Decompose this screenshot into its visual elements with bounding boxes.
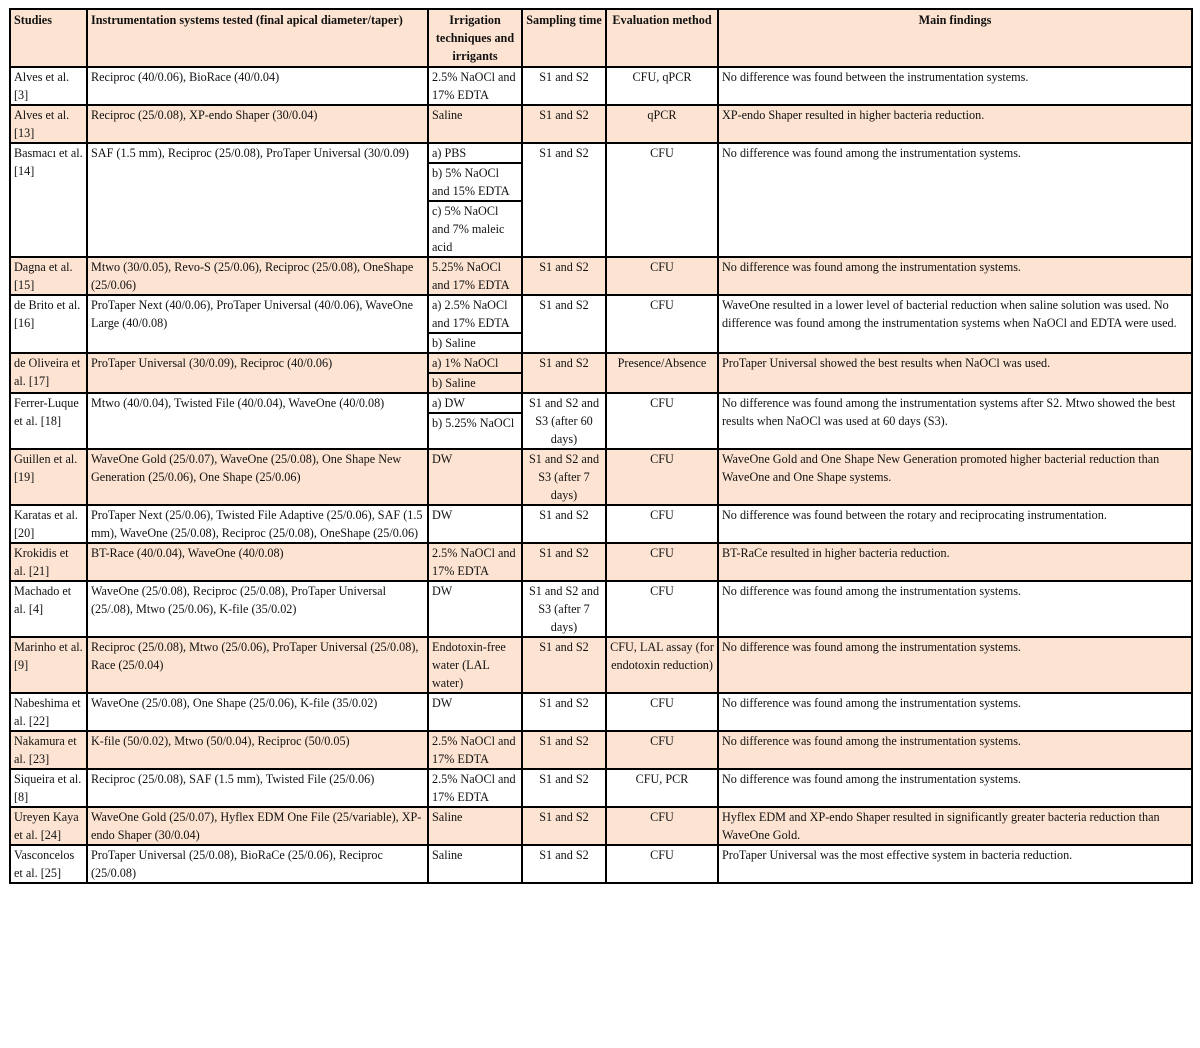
findings-cell: No difference was found among the instrumentation systems. <box>718 693 1192 731</box>
sampling-cell: S1 and S2 and S3 (after 7 days) <box>522 581 606 637</box>
systems-cell: Reciproc (25/0.08), Mtwo (25/0.06), ProTaper Universal (25/0.08), Race (25/0.04) <box>87 637 428 693</box>
systems-cell: BT-Race (40/0.04), WaveOne (40/0.08) <box>87 543 428 581</box>
table-row <box>10 295 1192 353</box>
findings-cell: No difference was found between the rotary and reciprocating instrumentation. <box>718 505 1192 543</box>
header-studies: Studies <box>10 9 87 67</box>
study-cell: Alves et al. [13] <box>10 105 87 143</box>
table-row <box>10 581 1192 637</box>
study-cell: Karatas et al. [20] <box>10 505 87 543</box>
table-row <box>10 731 1192 769</box>
irrigants-cell <box>428 693 522 731</box>
systems-cell: ProTaper Universal (25/0.08), BioRaCe (25/0.06), Reciproc (25/0.08) <box>87 845 428 883</box>
irrigant-item: DW <box>432 452 453 466</box>
findings-cell: XP-endo Shaper resulted in higher bacteria reduction. <box>718 105 1192 143</box>
irrigant-item: 2.5% NaOCl and 17% EDTA <box>432 772 516 804</box>
header-evaluation: Evaluation method <box>606 9 718 67</box>
irrigant-item: b) 5% NaOCl and 15% EDTA <box>429 162 521 200</box>
findings-cell: No difference was found between the instrumentation systems. <box>718 67 1192 105</box>
findings-cell: No difference was found among the instrumentation systems. <box>718 637 1192 693</box>
systems-cell: WaveOne Gold (25/0.07), WaveOne (25/0.08), One Shape New Generation (25/0.06), One Shape (25/0.06) <box>87 449 428 505</box>
sampling-cell: S1 and S2 <box>522 295 606 353</box>
study-cell: Dagna et al. [15] <box>10 257 87 295</box>
findings-cell: WaveOne Gold and One Shape New Generation promoted higher bacterial reduction than WaveOne and One Shape systems. <box>718 449 1192 505</box>
irrigant-item: DW <box>432 584 453 598</box>
systems-cell: Reciproc (25/0.08), SAF (1.5 mm), Twisted File (25/0.06) <box>87 769 428 807</box>
findings-cell: ProTaper Universal showed the best results when NaOCl was used. <box>718 353 1192 393</box>
systems-cell: Mtwo (30/0.05), Revo-S (25/0.06), Reciproc (25/0.08), OneShape (25/0.06) <box>87 257 428 295</box>
irrigant-item: b) Saline <box>429 332 521 352</box>
header-row <box>10 9 1192 67</box>
table-row <box>10 807 1192 845</box>
irrigants-cell <box>428 731 522 769</box>
findings-cell: No difference was found among the instrumentation systems. <box>718 143 1192 257</box>
systems-cell: WaveOne (25/0.08), One Shape (25/0.06), K-file (35/0.02) <box>87 693 428 731</box>
evaluation-cell: CFU <box>606 845 718 883</box>
systems-cell: ProTaper Next (25/0.06), Twisted File Adaptive (25/0.06), SAF (1.5 mm), WaveOne (25/0.08), Reciproc (25/0.08), OneShape (25/0.06) <box>87 505 428 543</box>
study-cell: Alves et al. [3] <box>10 67 87 105</box>
systems-cell: WaveOne (25/0.08), Reciproc (25/0.08), ProTaper Universal (25/.08), Mtwo (25/0.06), K-file (35/0.02) <box>87 581 428 637</box>
irrigant-item: Saline <box>432 108 463 122</box>
findings-cell: ProTaper Universal was the most effective system in bacteria reduction. <box>718 845 1192 883</box>
sampling-cell: S1 and S2 and S3 (after 7 days) <box>522 449 606 505</box>
study-cell: Guillen et al. [19] <box>10 449 87 505</box>
irrigants-cell <box>428 807 522 845</box>
irrigant-item: 2.5% NaOCl and 17% EDTA <box>432 734 516 766</box>
findings-cell: No difference was found among the instrumentation systems. <box>718 581 1192 637</box>
study-cell: Ureyen Kaya et al. [24] <box>10 807 87 845</box>
findings-cell: No difference was found among the instrumentation systems after S2. Mtwo showed the best results when NaOCl was used at 60 days (S3). <box>718 393 1192 449</box>
irrigants-cell <box>428 353 522 393</box>
sampling-cell: S1 and S2 <box>522 543 606 581</box>
irrigant-item: b) 5.25% NaOCl <box>429 412 521 432</box>
header-findings: Main findings <box>718 9 1192 67</box>
irrigant-item: 2.5% NaOCl and 17% EDTA <box>432 70 516 102</box>
evaluation-cell: CFU <box>606 731 718 769</box>
evaluation-cell: CFU <box>606 449 718 505</box>
evaluation-cell: CFU <box>606 807 718 845</box>
sampling-cell: S1 and S2 <box>522 693 606 731</box>
sampling-cell: S1 and S2 <box>522 67 606 105</box>
irrigant-item: Saline <box>432 810 463 824</box>
table-row <box>10 449 1192 505</box>
evaluation-cell: qPCR <box>606 105 718 143</box>
systems-cell: SAF (1.5 mm), Reciproc (25/0.08), ProTaper Universal (30/0.09) <box>87 143 428 257</box>
table-row <box>10 845 1192 883</box>
study-cell: Nabeshima et al. [22] <box>10 693 87 731</box>
systems-cell: Mtwo (40/0.04), Twisted File (40/0.04), WaveOne (40/0.08) <box>87 393 428 449</box>
study-cell: Marinho et al. [9] <box>10 637 87 693</box>
sampling-cell: S1 and S2 <box>522 105 606 143</box>
irrigant-item: 2.5% NaOCl and 17% EDTA <box>432 546 516 578</box>
findings-cell: WaveOne resulted in a lower level of bacterial reduction when saline solution was used. No difference was found among the instrumentation systems when NaOCl and EDTA were used. <box>718 295 1192 353</box>
sampling-cell: S1 and S2 <box>522 143 606 257</box>
irrigant-item: a) PBS <box>432 146 467 160</box>
evaluation-cell: CFU <box>606 581 718 637</box>
irrigants-cell <box>428 543 522 581</box>
evaluation-cell: CFU, qPCR <box>606 67 718 105</box>
table-row <box>10 143 1192 257</box>
findings-cell: No difference was found among the instrumentation systems. <box>718 257 1192 295</box>
systems-cell: ProTaper Next (40/0.06), ProTaper Universal (40/0.06), WaveOne Large (40/0.08) <box>87 295 428 353</box>
table-row <box>10 769 1192 807</box>
findings-cell: BT-RaCe resulted in higher bacteria reduction. <box>718 543 1192 581</box>
table-row <box>10 637 1192 693</box>
study-cell: Krokidis et al. [21] <box>10 543 87 581</box>
study-cell: de Oliveira et al. [17] <box>10 353 87 393</box>
header-irrigation: Irrigation techniques and irrigants <box>428 9 522 67</box>
table-row <box>10 505 1192 543</box>
irrigant-item: 5.25% NaOCl and 17% EDTA <box>432 260 510 292</box>
evaluation-cell: CFU <box>606 257 718 295</box>
irrigant-item: c) 5% NaOCl and 7% maleic acid <box>429 200 521 256</box>
irrigants-cell <box>428 505 522 543</box>
header-systems: Instrumentation systems tested (final apical diameter/taper) <box>87 9 428 67</box>
table-row <box>10 67 1192 105</box>
sampling-cell: S1 and S2 <box>522 505 606 543</box>
table-row <box>10 393 1192 449</box>
study-cell: Basmacı et al. [14] <box>10 143 87 257</box>
irrigants-cell <box>428 143 522 257</box>
irrigant-item: a) 2.5% NaOCl and 17% EDTA <box>432 298 510 330</box>
table-row <box>10 543 1192 581</box>
evaluation-cell: CFU <box>606 143 718 257</box>
table-body <box>10 67 1192 883</box>
study-cell: de Brito et al. [16] <box>10 295 87 353</box>
systems-cell: WaveOne Gold (25/0.07), Hyflex EDM One File (25/variable), XP-endo Shaper (30/0.04) <box>87 807 428 845</box>
irrigants-cell <box>428 845 522 883</box>
irrigant-item: a) DW <box>432 396 465 410</box>
sampling-cell: S1 and S2 <box>522 257 606 295</box>
sampling-cell: S1 and S2 and S3 (after 60 days) <box>522 393 606 449</box>
sampling-cell: S1 and S2 <box>522 731 606 769</box>
study-cell: Siqueira et al. [8] <box>10 769 87 807</box>
systems-cell: ProTaper Universal (30/0.09), Reciproc (40/0.06) <box>87 353 428 393</box>
study-cell: Nakamura et al. [23] <box>10 731 87 769</box>
systems-cell: K-file (50/0.02), Mtwo (50/0.04), Reciproc (50/0.05) <box>87 731 428 769</box>
sampling-cell: S1 and S2 <box>522 353 606 393</box>
findings-cell: No difference was found among the instrumentation systems. <box>718 731 1192 769</box>
irrigants-cell <box>428 769 522 807</box>
table-row <box>10 353 1192 393</box>
irrigants-cell <box>428 257 522 295</box>
irrigants-cell <box>428 637 522 693</box>
evaluation-cell: CFU <box>606 393 718 449</box>
irrigants-cell <box>428 393 522 449</box>
evaluation-cell: CFU, PCR <box>606 769 718 807</box>
systems-cell: Reciproc (40/0.06), BioRace (40/0.04) <box>87 67 428 105</box>
table-row <box>10 693 1192 731</box>
irrigants-cell <box>428 67 522 105</box>
irrigant-item: a) 1% NaOCl <box>432 356 499 370</box>
irrigant-item: DW <box>432 508 453 522</box>
irrigant-item: b) Saline <box>429 372 521 392</box>
evaluation-cell: CFU <box>606 505 718 543</box>
study-cell: Machado et al. [4] <box>10 581 87 637</box>
irrigant-item: Saline <box>432 848 463 862</box>
systems-cell: Reciproc (25/0.08), XP-endo Shaper (30/0.04) <box>87 105 428 143</box>
irrigants-cell <box>428 449 522 505</box>
evaluation-cell: CFU <box>606 543 718 581</box>
irrigant-item: DW <box>432 696 453 710</box>
evaluation-cell: CFU <box>606 693 718 731</box>
irrigants-cell <box>428 581 522 637</box>
table-row <box>10 257 1192 295</box>
irrigant-item: Endotoxin-free water (LAL water) <box>432 640 506 690</box>
evaluation-cell: CFU <box>606 295 718 353</box>
sampling-cell: S1 and S2 <box>522 845 606 883</box>
study-cell: Vasconcelos et al. [25] <box>10 845 87 883</box>
evaluation-cell: CFU, LAL assay (for endotoxin reduction) <box>606 637 718 693</box>
studies-table <box>9 8 1193 884</box>
irrigants-cell <box>428 105 522 143</box>
sampling-cell: S1 and S2 <box>522 769 606 807</box>
sampling-cell: S1 and S2 <box>522 637 606 693</box>
header-sampling: Sampling time <box>522 9 606 67</box>
sampling-cell: S1 and S2 <box>522 807 606 845</box>
study-cell: Ferrer-Luque et al. [18] <box>10 393 87 449</box>
findings-cell: No difference was found among the instrumentation systems. <box>718 769 1192 807</box>
irrigants-cell <box>428 295 522 353</box>
findings-cell: Hyflex EDM and XP-endo Shaper resulted in significantly greater bacteria reduction than WaveOne Gold. <box>718 807 1192 845</box>
table-row <box>10 105 1192 143</box>
evaluation-cell: Presence/Absence <box>606 353 718 393</box>
